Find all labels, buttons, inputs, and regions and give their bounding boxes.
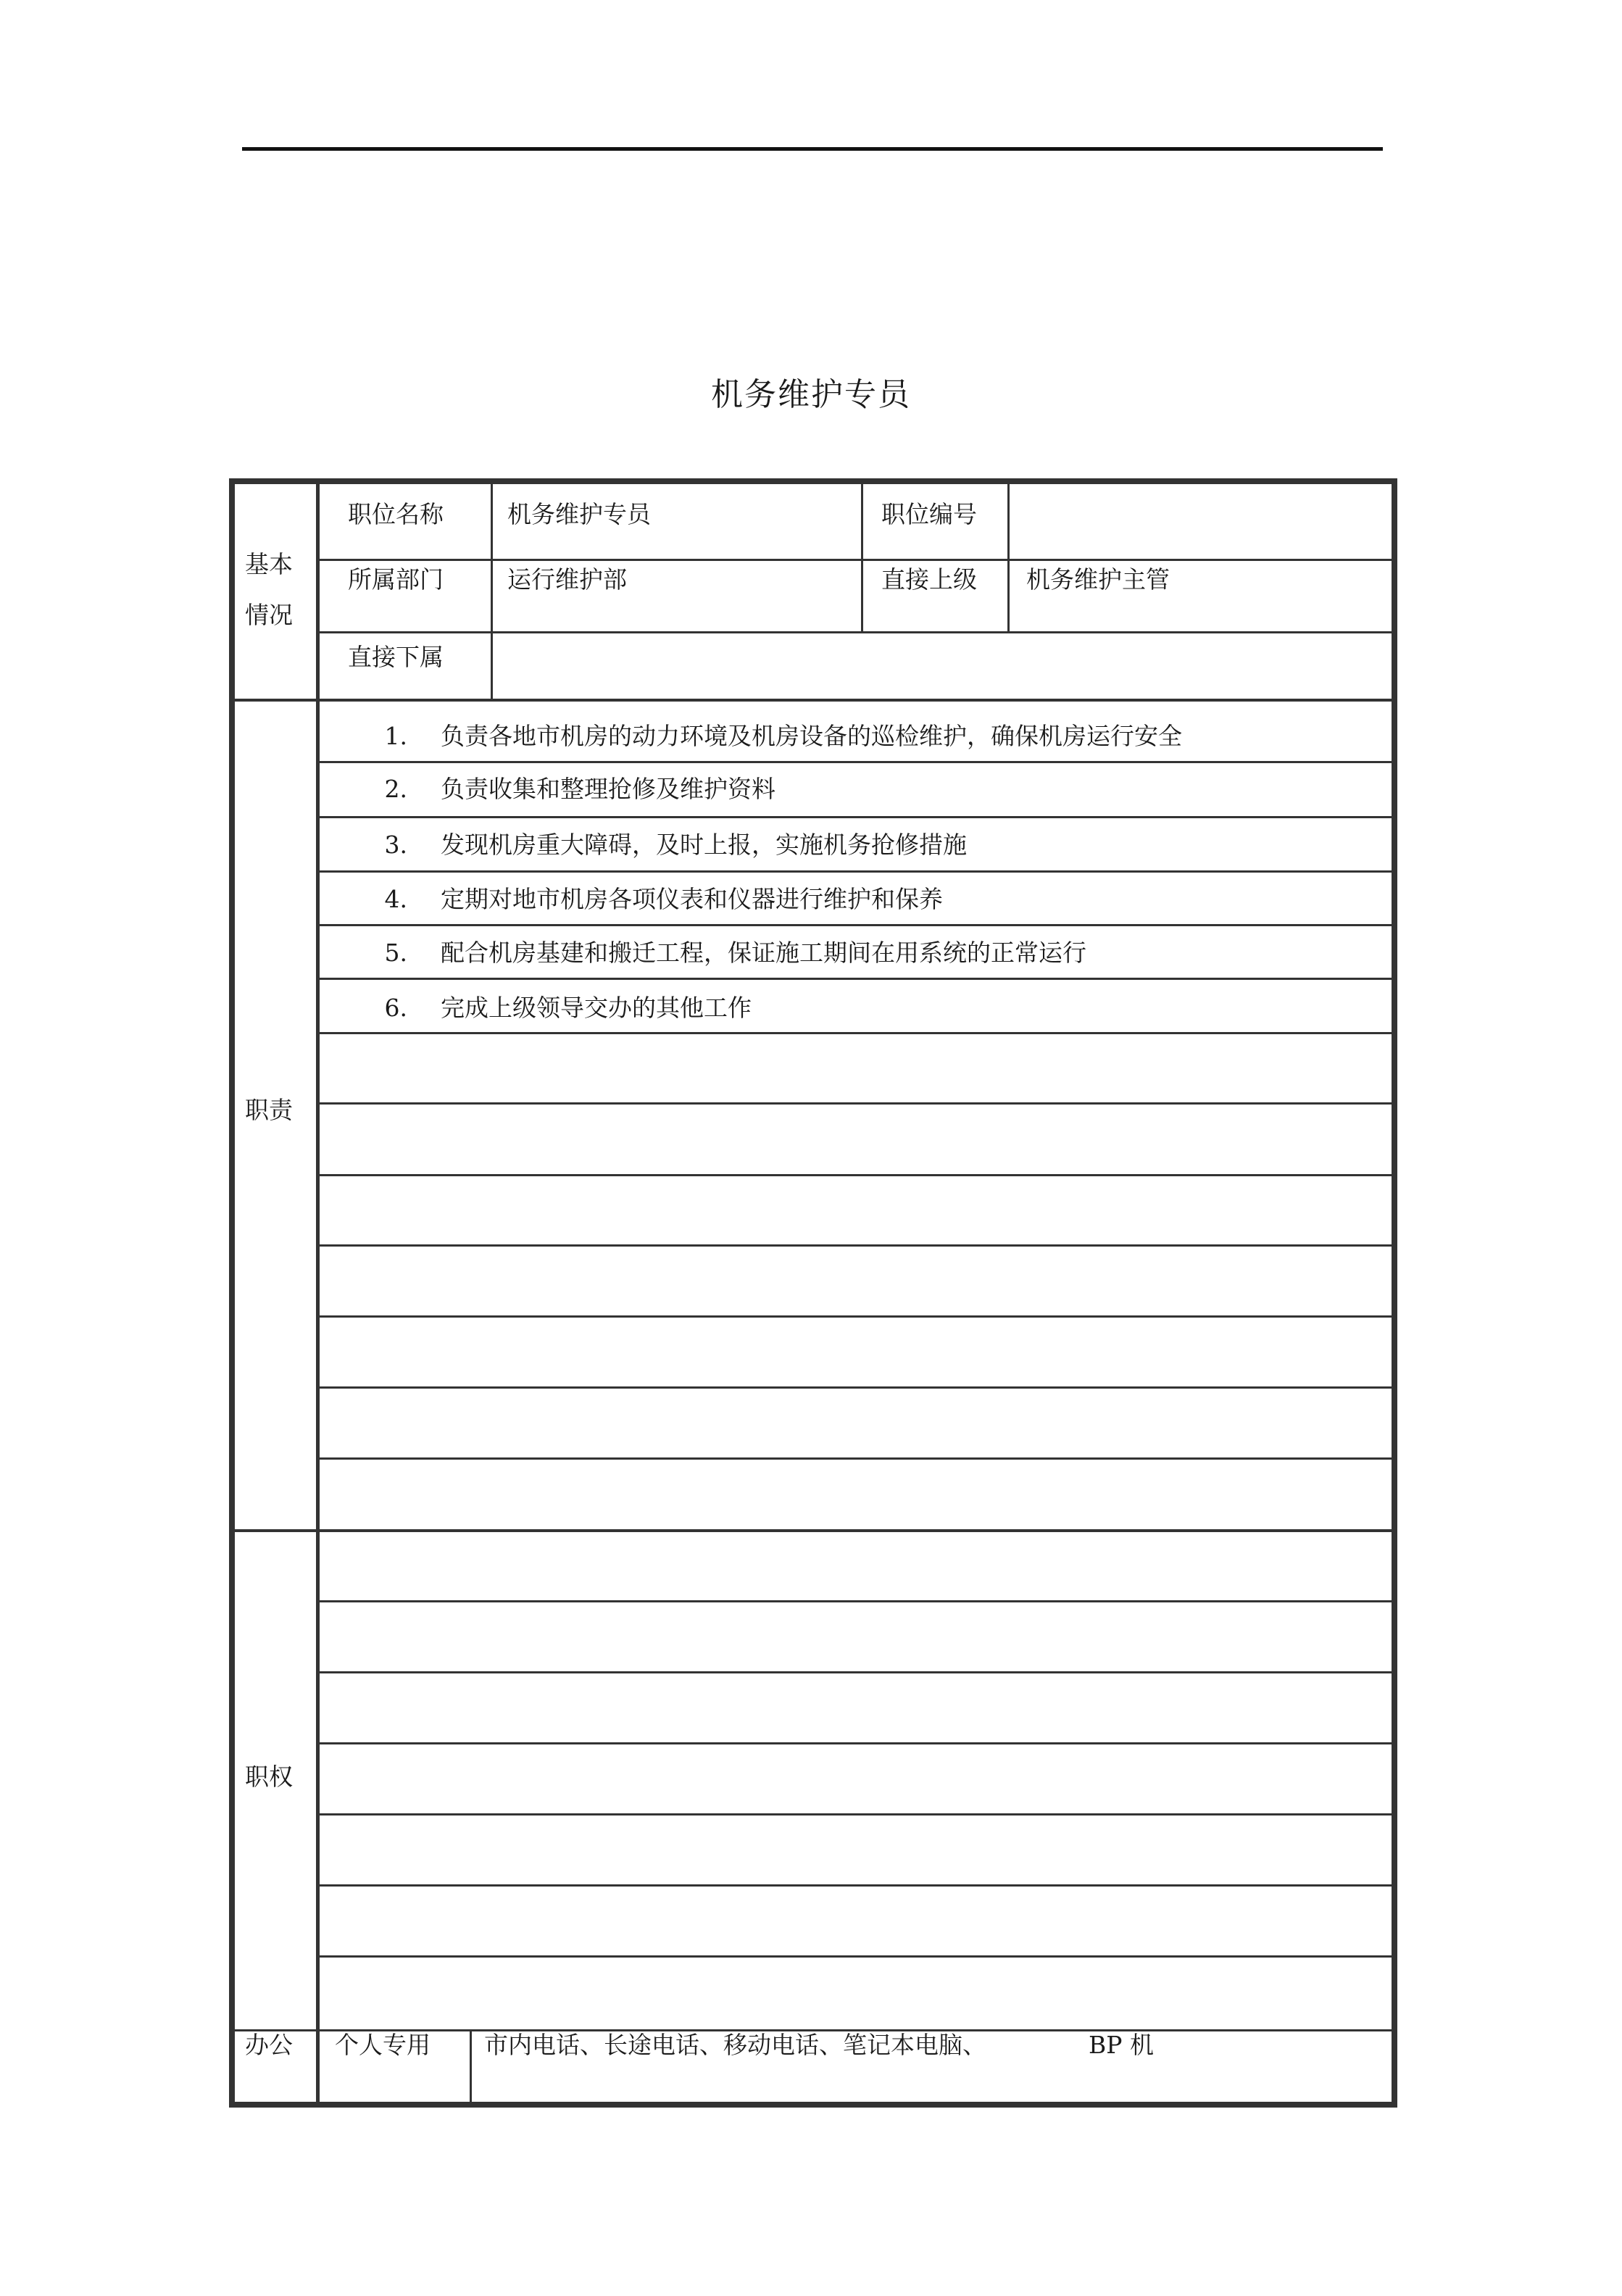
duty-row-line (320, 870, 1392, 873)
supervisor-value: 机务维护主管 (1026, 565, 1170, 594)
section-label-basic: 基本 情况 (245, 550, 293, 629)
basic-col-line-3 (1007, 484, 1010, 631)
duty-number: 5. (384, 939, 407, 967)
duty-text: 配合机房基建和搬迁工程，保证施工期间在用系统的正常运行 (441, 939, 1086, 967)
department-value: 运行维护部 (507, 565, 627, 594)
office-personal-value: 市内电话、长途电话、移动电话、笔记本电脑、 (484, 2031, 986, 2059)
duty-text: 负责各地市机房的动力环境及机房设备的巡检维护，确保机房运行安全 (441, 722, 1182, 750)
separator-basic (235, 699, 1392, 702)
duty-number: 1. (384, 722, 407, 750)
duty-row-line (320, 978, 1392, 980)
department-label: 所属部门 (348, 565, 444, 594)
duty-number: 3. (384, 831, 407, 859)
section-label-office: 办公 (245, 2031, 293, 2059)
section-divider (316, 484, 320, 2102)
duty-number: 4. (384, 885, 407, 913)
position-name-value: 机务维护专员 (507, 500, 651, 528)
duty-row-line (320, 1102, 1392, 1105)
table-border-right (1392, 478, 1397, 2108)
basic-row-line-1 (320, 559, 1392, 561)
duty-number: 6. (384, 994, 407, 1022)
section-label-authority: 职权 (245, 1763, 293, 1791)
duty-text: 定期对地市机房各项仪表和仪器进行维护和保养 (441, 885, 943, 913)
authority-row-line (320, 1671, 1392, 1673)
duty-text: 完成上级领导交办的其他工作 (441, 994, 752, 1022)
header-rule (242, 147, 1383, 151)
supervisor-label: 直接上级 (881, 565, 977, 594)
table-border-left (229, 478, 235, 2108)
duty-row-line (320, 1244, 1392, 1247)
office-personal-label: 个人专用 (335, 2031, 431, 2059)
duty-number: 2. (384, 775, 407, 803)
position-name-label: 职位名称 (348, 500, 444, 528)
duty-row-line (320, 1457, 1392, 1460)
position-code-label: 职位编号 (881, 500, 977, 528)
table-border-top (229, 478, 1397, 484)
duty-row-line (320, 1032, 1392, 1034)
document-title: 机务维护专员 (711, 376, 911, 413)
authority-row-line (320, 1813, 1392, 1815)
authority-row-line (320, 1742, 1392, 1744)
duty-text: 发现机房重大障碍，及时上报，实施机务抢修措施 (441, 831, 967, 859)
basic-row-line-2 (320, 631, 1392, 633)
separator-duties (235, 1529, 1392, 1532)
duty-row-line (320, 1386, 1392, 1389)
duty-row-line (320, 1174, 1392, 1176)
basic-col-line-2 (861, 484, 863, 631)
authority-row-line (320, 1955, 1392, 1958)
duty-row-line (320, 816, 1392, 818)
basic-col-line-1 (491, 484, 493, 699)
office-personal-value-tail: BP 机 (1089, 2031, 1154, 2059)
authority-row-line (320, 1600, 1392, 1602)
duty-text: 负责收集和整理抢修及维护资料 (441, 775, 775, 803)
duty-row-line (320, 761, 1392, 763)
subordinate-label: 直接下属 (348, 643, 444, 671)
duty-row-line (320, 1315, 1392, 1318)
authority-row-line (320, 1884, 1392, 1887)
office-col-line (470, 2031, 472, 2102)
section-label-duties: 职责 (245, 1096, 293, 1124)
duty-row-line (320, 924, 1392, 926)
table-border-bottom (229, 2102, 1397, 2108)
